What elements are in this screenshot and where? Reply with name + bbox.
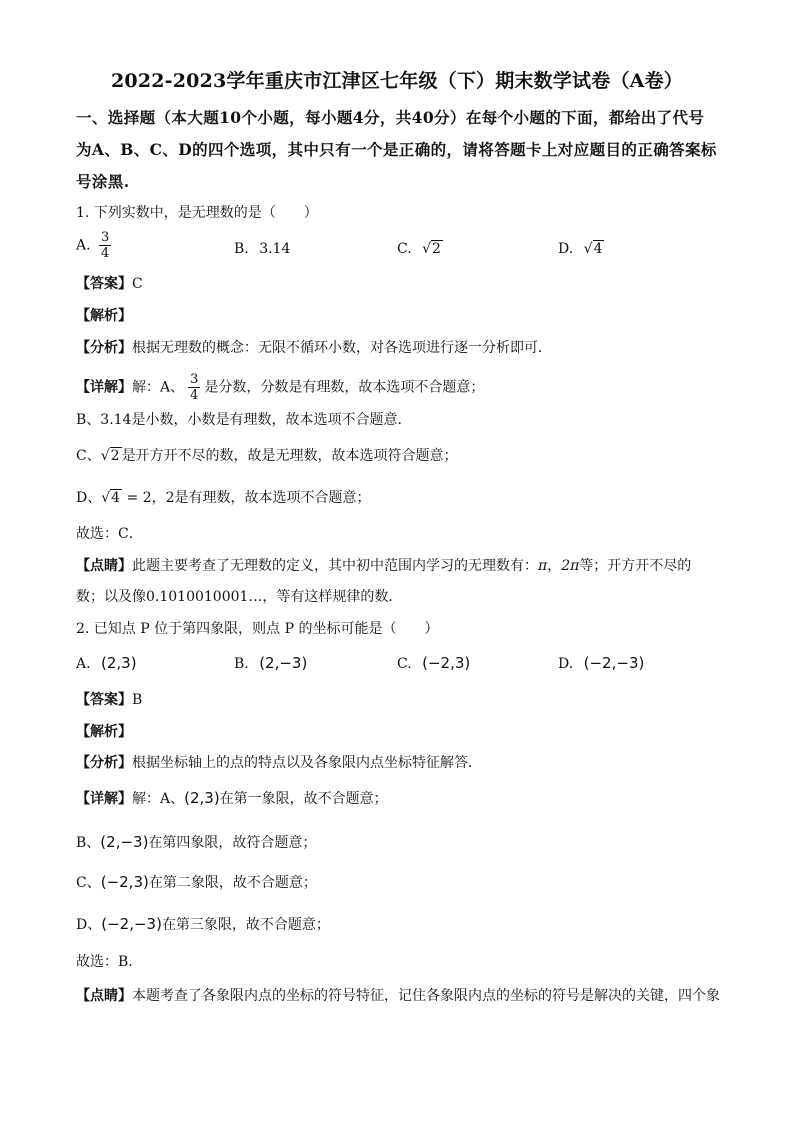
q2-detail-d (76, 914, 330, 935)
q1-xiangjie-line-1 (76, 372, 484, 403)
q2-detail-b (76, 832, 316, 853)
q1-dj1-b: ， (547, 558, 562, 574)
q2-d1-suffix: 在第一象限，故不合题意； (219, 791, 388, 807)
q1-d4-prefix: D、 (76, 490, 102, 506)
q1-jiexi-tag: 【解析】 (76, 308, 132, 324)
q1-option-d (558, 239, 604, 259)
q1-option-a (76, 230, 115, 261)
q1-d3-prefix: C、 (76, 448, 101, 464)
q1-dj1-a: 此题主要考查了无理数的定义，其中初中范围内学习的无理数有： (132, 558, 538, 574)
q1-dianjing-line-2: 数；以及像0.1010010001…，等有这样规律的数． (76, 589, 403, 605)
q1-detail-b: B、3.14是小数，小数是有理数，故本选项不合题意． (76, 412, 412, 428)
q2-d4-point: (−2,−3) (101, 915, 162, 933)
section-instructions-line-1: 一、选择题（本大题10个小题，每小题4分，共40分）在每个小题的下面，都给出了代号 (76, 108, 705, 127)
q1-option-c-label: C. (397, 241, 412, 257)
q2-dianjing-tag: 【点睛】 (76, 988, 132, 1004)
q2-option-b-label: B. (234, 656, 249, 672)
q2-answer (76, 690, 142, 710)
q1-option-c-sqrt: √2 (422, 241, 441, 257)
q1-d1-fraction (188, 372, 200, 403)
q1-dianjing-line-1 (76, 556, 691, 576)
q1-d3-radicand: 2 (110, 448, 120, 464)
q2-option-c-label: C. (397, 656, 412, 672)
q2-detail-c (76, 872, 317, 893)
q2-option-d (558, 653, 644, 674)
q1-option-c (397, 239, 443, 259)
q2-d1-point: (2,3) (184, 789, 220, 807)
q2-d1-prefix: 解：A、 (132, 791, 185, 807)
q1-option-b-label: B. (234, 241, 249, 257)
q1-d4-radicand: 4 (111, 490, 121, 506)
q1-d3-sqrt: √2 (100, 448, 120, 464)
q2-option-d-value: (−2,−3) (583, 654, 645, 672)
q1-option-b (234, 239, 290, 259)
q2-option-a-value: (2,3) (101, 654, 137, 672)
q1-option-b-value: 3.14 (259, 241, 291, 257)
q2-d4-suffix: 在第三象限，故不合题意； (161, 917, 330, 933)
q2-fenxi-text: 根据坐标轴上的点的特点以及各象限内点坐标特征解答． (132, 755, 482, 771)
q2-dianjing-line-1 (76, 986, 720, 1006)
q2-stem: 2. 已知点 P 位于第四象限，则点 P 的坐标可能是（ ） (76, 621, 439, 637)
q1-fenxi-tag: 【分析】 (76, 340, 132, 356)
q1-answer-tag: 【答案】 (76, 276, 132, 292)
q1-fenxi-text: 根据无理数的概念：无限不循环小数，对各选项进行逐一分析即可． (132, 340, 552, 356)
q1-option-d-radicand: 4 (593, 241, 603, 257)
q1-fenxi (76, 338, 552, 358)
q2-fenxi-tag: 【分析】 (76, 755, 132, 771)
q1-stem: 1. 下列实数中，是无理数的是（ ） (76, 205, 318, 221)
q1-d1-numerator: 3 (190, 372, 199, 387)
q2-answer-tag: 【答案】 (76, 692, 132, 708)
q1-dianjing-tag: 【点睛】 (76, 558, 132, 574)
q2-option-c (397, 653, 470, 674)
q2-d2-suffix: 在第四象限，故符合题意； (148, 835, 317, 851)
q1-answer (76, 274, 143, 294)
q1-choose: 故选：C． (76, 526, 143, 542)
q2-option-b (234, 653, 307, 674)
q1-option-d-sqrt: √4 (583, 241, 603, 257)
q1-detail-c (76, 446, 458, 466)
q2-choose: 故选：B． (76, 954, 143, 970)
q1-d4-equals: = 2 (126, 490, 152, 506)
section-instructions-line-3: 号涂黑. (76, 172, 130, 191)
q1-option-a-denominator: 4 (101, 246, 110, 261)
q1-answer-value: C (132, 276, 143, 292)
page-title: 2022-2023学年重庆市江津区七年级（下）期末数学试卷（A卷） (111, 70, 683, 92)
q1-d4-sqrt: √4 (101, 490, 121, 506)
q1-dj1-2pi: 2π (561, 558, 580, 574)
q1-dj1-c: 等；开方开不尽的 (579, 558, 692, 574)
q1-option-d-label: D. (558, 241, 574, 257)
q2-option-a-label: A. (76, 656, 91, 672)
q1-d3-suffix: 是开方开不尽的数，故是无理数，故本选项符合题意； (121, 448, 458, 464)
q2-fenxi (76, 753, 482, 773)
q2-d4-prefix: D、 (76, 917, 102, 933)
q2-d3-point: (−2,3) (100, 873, 149, 891)
q2-dj1-text: 本题考查了各象限内点的坐标的符号特征，记住各象限内点的坐标的符号是解决的关键，四个象 (132, 988, 720, 1004)
q2-xiangjie-line-1 (76, 788, 388, 809)
q1-dj1-pi: π (538, 558, 548, 574)
q1-d1-prefix: 解：A、 (132, 379, 185, 396)
q1-option-a-numerator: 3 (101, 230, 110, 245)
section-instructions-line-2: 为A、B、C、D的四个选项，其中只有一个是正确的，请将答题卡上对应题目的正确答案标 (76, 140, 717, 159)
q2-d3-prefix: C、 (76, 875, 101, 891)
q2-option-c-value: (−2,3) (422, 654, 471, 672)
q1-option-a-label: A. (76, 237, 91, 254)
q1-d4-suffix: ，2是有理数，故本选项不合题意； (151, 490, 371, 506)
q2-answer-value: B (132, 692, 143, 708)
q1-d1-denominator: 4 (190, 388, 199, 403)
q2-d2-prefix: B、 (76, 835, 101, 851)
q1-option-a-fraction (99, 230, 111, 261)
q2-option-b-value: (2,−3) (259, 654, 308, 672)
q1-option-c-radicand: 2 (432, 241, 441, 257)
q2-d3-suffix: 在第二象限，故不合题意； (148, 875, 317, 891)
q2-option-d-label: D. (558, 656, 574, 672)
q1-d1-suffix: 是分数，分数是有理数，故本选项不合题意； (204, 379, 485, 396)
q2-option-a (76, 653, 137, 674)
q2-xiangjie-tag: 【详解】 (76, 791, 132, 807)
q1-detail-d (76, 488, 371, 508)
q2-d2-point: (2,−3) (100, 833, 149, 851)
q1-xiangjie-tag: 【详解】 (76, 379, 132, 396)
q2-jiexi-tag: 【解析】 (76, 724, 132, 740)
